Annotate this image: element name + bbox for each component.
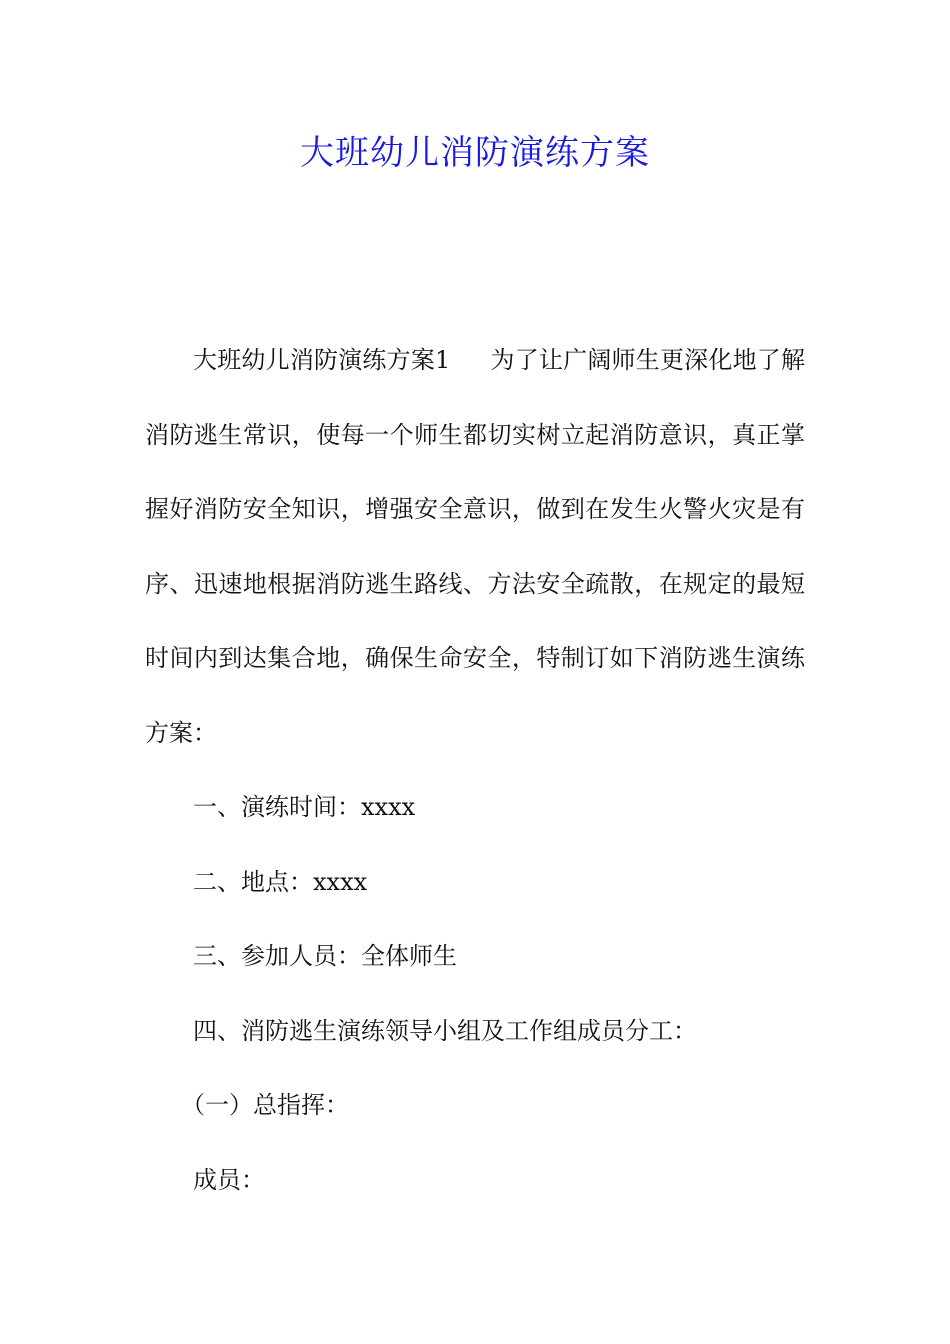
item-members: 成员： <box>193 1165 265 1194</box>
item-leadership-group: 四、消防逃生演练领导小组及工作组成员分工： <box>193 1016 697 1045</box>
document-body <box>145 323 805 1217</box>
item-participants: 三、参加人员：全体师生 <box>193 942 457 970</box>
intro-paragraph <box>145 323 805 770</box>
item-drill-time: 一、演练时间：xxxx <box>193 793 416 821</box>
item-commander: （一）总指挥： <box>181 1091 349 1119</box>
document-title: 大班幼儿消防演练方案 <box>300 133 650 173</box>
intro-heading: 大班幼儿消防演练方案1 <box>193 346 451 374</box>
intro-text: 为了让广阔师生更深化地了解消防逃生常识，使每一个师生都切实树立起消防意识，真正掌握好消防安全知识，增强安全意识，做到在发生火警火灾是有序、迅速地根据消防逃生路线、方法安全疏散，在规定的最短时间内到达集合地，确保生命安全，特制订如下消防逃生演练方案： <box>145 346 805 747</box>
item-location: 二、地点：xxxx <box>193 867 368 896</box>
